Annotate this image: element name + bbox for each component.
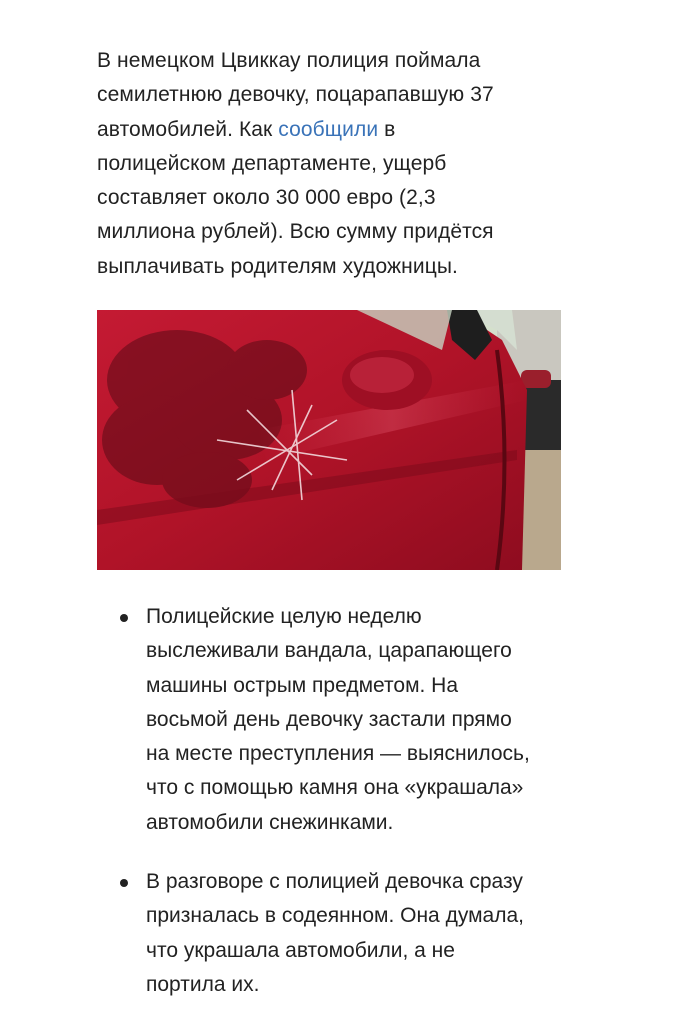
list-item-line: что с помощью камня она «украшала» xyxy=(146,776,524,800)
list-item-line: выслеживали вандала, царапающего xyxy=(146,639,512,663)
list-item-line: автомобили снежинками. xyxy=(146,810,394,834)
lead-line: В немецком Цвиккау полиция поймала xyxy=(97,49,481,72)
source-link[interactable]: сообщили xyxy=(278,117,379,141)
lead-text: автомобилей. Как xyxy=(97,117,279,141)
lead-paragraph xyxy=(97,44,567,284)
list-item-line: что украшала автомобили, а не xyxy=(146,938,455,962)
lead-line: составляет около 30 000 евро (2,3 xyxy=(97,186,436,210)
lead-line: семилетнюю девочку, поцарапавшую 37 xyxy=(97,83,494,107)
list-item-line: машины острым предметом. На xyxy=(146,673,459,697)
bullet-icon xyxy=(120,879,128,887)
bullet-icon xyxy=(120,614,128,622)
lead-line: полицейском департаменте, ущерб xyxy=(97,151,447,175)
lead-line: выплачивать родителям художницы. xyxy=(97,254,458,278)
scratched-car-photo xyxy=(97,310,561,570)
list-item xyxy=(97,600,567,840)
lead-line: миллиона рублей). Всю сумму придётся xyxy=(97,220,494,244)
lead-text: в xyxy=(378,117,396,141)
bullet-list xyxy=(97,600,567,1024)
list-item-line: восьмой день девочку застали прямо xyxy=(146,707,512,731)
list-item-line: Полицейские целую неделю xyxy=(146,605,422,628)
list-item-line: В разговоре с полицией девочка сразу xyxy=(146,870,523,894)
list-item-line: портила их. xyxy=(146,972,260,996)
lead-line xyxy=(97,113,567,147)
list-item-line: на месте преступления — выяснилось, xyxy=(146,742,530,766)
list-item xyxy=(97,865,567,1002)
list-item-line: призналась в содеянном. Она думала, xyxy=(146,904,524,928)
